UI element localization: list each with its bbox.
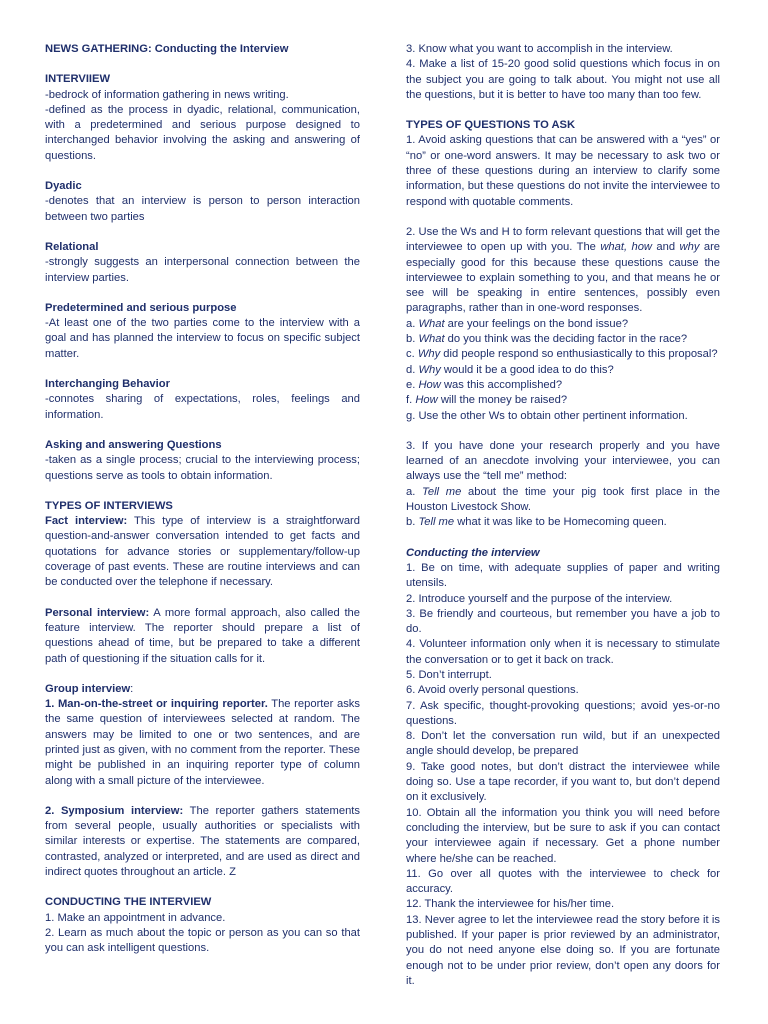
- man-on-street-paragraph: [45, 697, 360, 789]
- conducting-tip: 8. Don’t let the conversation run wild, but if an unexpected angle should develop, be prepared: [406, 730, 720, 758]
- conducting-tip: 13. Never agree to let the interviewee read the story before it is published. If your paper is prior reviewed by an administrator, you do not need anyone else doing so. If you are fortunate enough not to be under prior review, don’t open any doors for it.: [406, 913, 720, 987]
- question-tip-2-what: what, how: [600, 241, 652, 254]
- conducting-tip: 12. Thank the interviewee for his/her time.: [406, 898, 615, 911]
- right-column: [406, 42, 720, 989]
- example-prefix: b.: [406, 333, 419, 346]
- question-tip-1: 1. Avoid asking questions that can be answered with a “yes” or “no” or one-word answers. It may be necessary to ask two or three of these questions during an interview to clarify some information, but these questions do not invite the interviewee to respond with quotable comments.: [406, 134, 720, 208]
- example-prefix: a.: [406, 485, 423, 498]
- conducting-tip: 5. Don’t interrupt.: [406, 668, 492, 681]
- question-tip-2-why: why: [679, 241, 700, 254]
- group-interview-colon: :: [130, 682, 134, 695]
- question-tip-2-rest: are especially good for this because these questions cause the interviewee to explain something to you, and that means he or see will be speaking in entire sentences, possibly even paragraphs, rather than in one-word responses.: [406, 241, 721, 315]
- fact-interview-text: This type of interview is a straightforward question-and-answer conversation intended to get facts and quotations for advance stories or supplementary/follow-up coverage of past events. These are routine interviews and can be conducted over the telephone if necessary.: [45, 515, 360, 589]
- example-prefix: f.: [406, 394, 416, 407]
- example-keyword: How: [415, 394, 438, 407]
- example-keyword: Tell me: [422, 485, 462, 498]
- example-keyword: Why: [418, 363, 441, 376]
- left-column: [45, 42, 360, 957]
- interview-line: -defined as the process in dyadic, relational, communication, with a predetermined and serious purpose designed to interchanged behavior involving the asking and answering of questions.: [45, 103, 360, 162]
- example-question-d: [406, 363, 720, 378]
- conducting-tip: 9. Take good notes, but don’t distract the interviewee while doing so. Use a tape recorder, if you want to, but don’t depend on it exclusively.: [406, 760, 720, 804]
- interchanging-text: -connotes sharing of expectations, roles, feelings and information.: [45, 393, 360, 421]
- conducting-tip: 3. Be friendly and courteous, but remember you have a job to do.: [406, 607, 720, 636]
- fact-interview-lead: Fact interview:: [45, 515, 128, 528]
- relational-text: -strongly suggests an interpersonal connection between the interview parties.: [45, 256, 360, 284]
- conducting-tip: 4. Volunteer information only when it is necessary to stimulate the conversation or to get it back on track.: [406, 638, 720, 666]
- example-keyword: Why: [417, 348, 441, 361]
- example-prefix: d.: [406, 363, 419, 376]
- conducting-interview-heading: CONDUCTING THE INTERVIEW: [45, 896, 212, 909]
- example-keyword: What: [418, 333, 445, 346]
- conducting-tip: 1. Be on time, with adequate supplies of paper and writing utensils.: [406, 561, 720, 590]
- question-tip-3: 3. If you have done your research properly and you have learned of an anecdote involving your interviewee, you can always use the “tell me” method:: [406, 439, 720, 483]
- interview-heading: INTERVIIEW: [45, 73, 111, 86]
- personal-interview-lead: Personal interview:: [45, 606, 150, 619]
- types-of-interviews-heading: TYPES OF INTERVIEWS: [45, 499, 173, 512]
- personal-interview-paragraph: [45, 606, 360, 667]
- example-prefix: b.: [406, 516, 419, 529]
- conducting-tip: 2. Introduce yourself and the purpose of the interview.: [406, 592, 673, 605]
- conducting-step: 4. Make a list of 15-20 good solid questions which focus in on the subject you are going to talk about. You might not use all the questions, but it is better to have too many than too few.: [406, 58, 720, 101]
- example-prefix: a.: [406, 317, 419, 330]
- question-tip-2-and: and: [652, 241, 680, 254]
- example-text: would it be a good idea to do this?: [440, 363, 614, 376]
- symposium-text: The reporter gathers statements from several people, usually authorities or specialists with similar interests or expertise. The statements are compared, contrasted, analyzed or interpreted, and are used as direct and indirect quotes throughout an article. Z: [45, 804, 360, 879]
- types-of-questions-heading: TYPES OF QUESTIONS TO ASK: [406, 119, 576, 132]
- example-text: are your feelings on the bond issue?: [444, 317, 629, 330]
- example-text: about the time your pig took first place in the Houston Livestock Show.: [406, 485, 720, 514]
- dyadic-text: -denotes that an interview is person to person interaction between two parties: [45, 195, 360, 223]
- example-question-a: [406, 317, 720, 332]
- example-text: did people respond so enthusiastically to this proposal?: [440, 348, 718, 361]
- question-tip-2-text: 2. Use the Ws and H to form relevant questions that will get the interviewee to open up with you. The: [406, 225, 720, 254]
- example-text: will the money be raised?: [437, 394, 568, 407]
- symposium-paragraph: [45, 804, 360, 880]
- conducting-step: 3. Know what you want to accomplish in the interview.: [406, 43, 673, 55]
- man-on-street-lead: 1. Man-on-the-street or inquiring reporter.: [45, 698, 268, 711]
- example-question-b: [406, 332, 720, 347]
- document-title: NEWS GATHERING: Conducting the Interview: [45, 43, 289, 55]
- predetermined-text: -At least one of the two parties come to the interview with a goal and has planned the interview to focus on specific subject matter.: [45, 317, 360, 360]
- question-tip-2: [406, 225, 720, 317]
- asking-heading: Asking and answering Questions: [45, 438, 222, 451]
- man-on-street-text: The reporter asks the same question of interviewees selected at random. The answers may be limited to one or two sentences, and are printed just as given, with no comment from the reporter. These might be published in an inquiring reporter type of column along with a small picture of the interviewee.: [45, 698, 360, 787]
- interchanging-heading: Interchanging Behavior: [45, 378, 170, 391]
- example-question-g: g. Use the other Ws to obtain other pertinent information.: [406, 409, 688, 422]
- conducting-step: 2. Learn as much about the topic or person as you can so that you can ask intelligent questions.: [45, 926, 360, 955]
- tell-me-example-a: [406, 485, 720, 516]
- example-question-f: [406, 393, 720, 408]
- asking-text: -taken as a single process; crucial to the interviewing process; questions serve as tools to obtain information.: [45, 454, 360, 482]
- conducting-tip: 7. Ask specific, thought-provoking questions; avoid yes-or-no questions.: [406, 699, 720, 727]
- conducting-step: 1. Make an appointment in advance.: [45, 911, 226, 924]
- conducting-tip: 6. Avoid overly personal questions.: [406, 684, 579, 697]
- tell-me-example-b: [406, 515, 720, 530]
- conducting-tip: 11. Go over all quotes with the interviewee to check for accuracy.: [406, 867, 720, 896]
- example-text: was this accomplished?: [440, 378, 563, 391]
- example-keyword: What: [418, 317, 445, 330]
- group-interview-heading: [45, 682, 360, 697]
- symposium-lead: 2. Symposium interview:: [45, 804, 184, 817]
- predetermined-heading: Predetermined and serious purpose: [45, 301, 237, 314]
- example-prefix: c.: [406, 348, 418, 361]
- group-interview-lead: Group interview: [45, 682, 131, 695]
- fact-interview-paragraph: [45, 514, 360, 590]
- interview-line: -bedrock of information gathering in news writing.: [45, 88, 289, 101]
- example-keyword: How: [418, 378, 441, 391]
- personal-interview-text: A more formal approach, also called the feature interview. The reporter should prepare a list of questions ahead of time, but be prepared to take a different path of questioning if the situation calls for it.: [45, 606, 360, 665]
- example-question-e: [406, 378, 720, 393]
- dyadic-heading: Dyadic: [45, 180, 82, 193]
- example-text: what it was like to be Homecoming queen.: [454, 516, 667, 529]
- conducting-tip: 10. Obtain all the information you think you will need before concluding the interview, but be sure to ask if you can contact your interviewee again if necessary. Get a phone number where he/she can be reached.: [406, 806, 720, 865]
- example-text: do you think was the deciding factor in the race?: [444, 333, 688, 346]
- example-keyword: Tell me: [418, 516, 455, 529]
- conducting-interview-subheading: Conducting the interview: [406, 546, 540, 559]
- relational-heading: Relational: [45, 240, 99, 253]
- example-question-c: [406, 347, 720, 362]
- example-prefix: e.: [406, 378, 419, 391]
